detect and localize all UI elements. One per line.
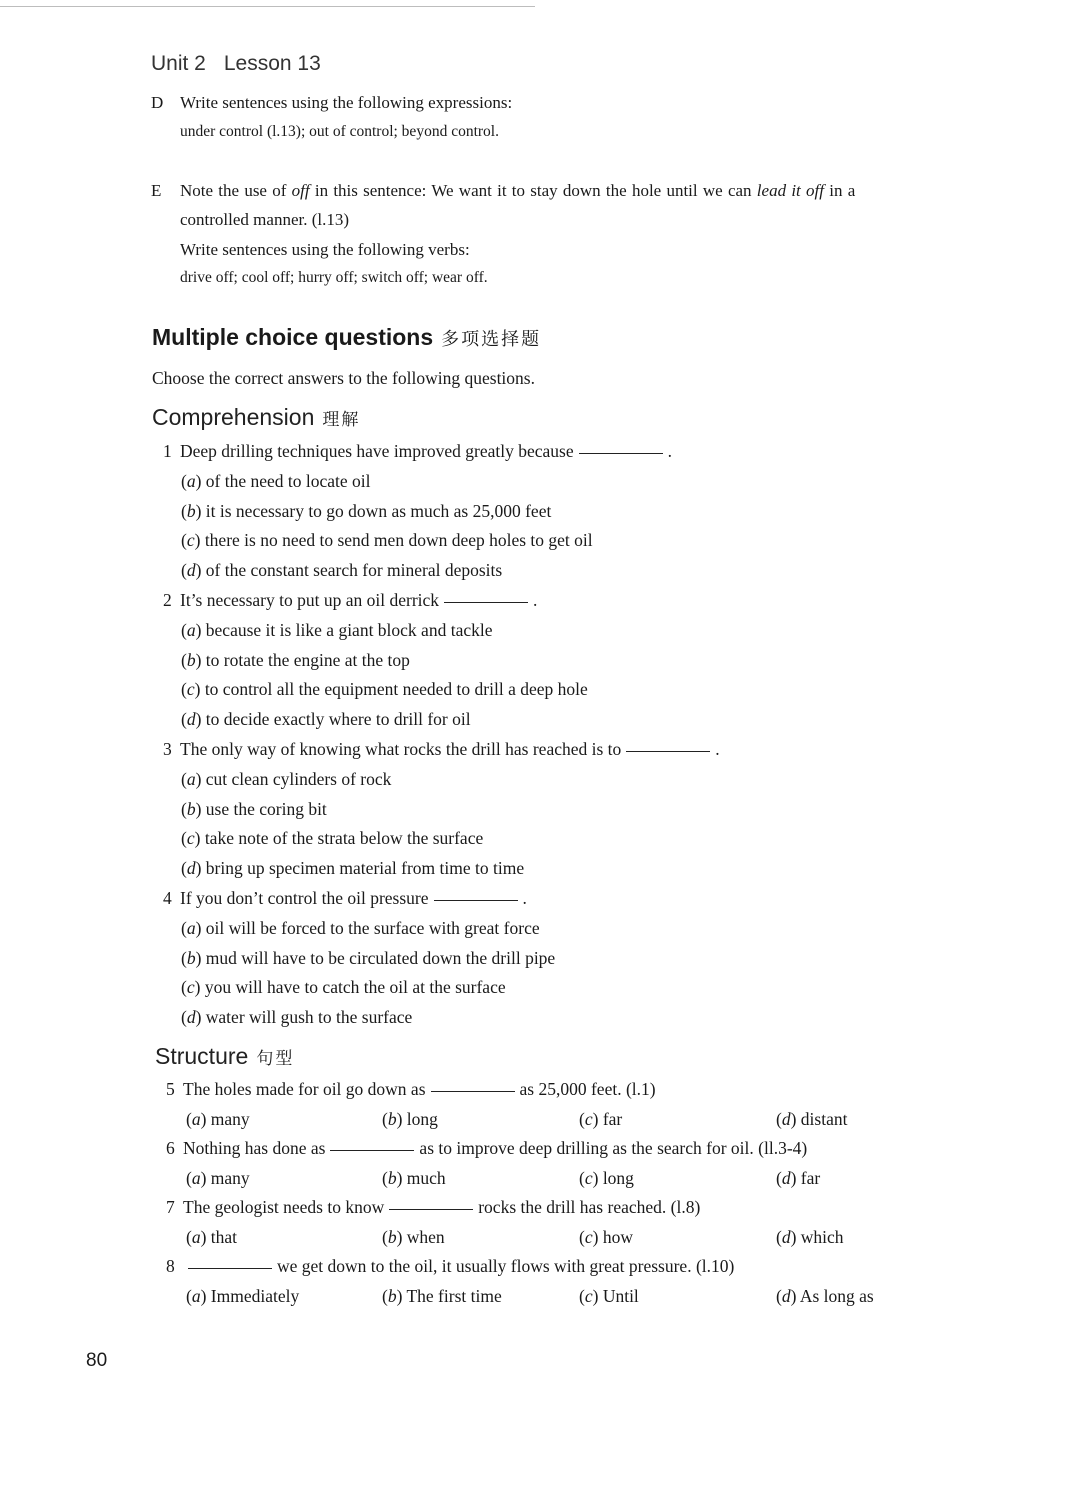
question-number: 7: [166, 1197, 175, 1217]
exercise-e-line3: Write sentences using the following verbs:: [180, 240, 470, 259]
option-letter: c: [186, 828, 195, 849]
option-text: long: [602, 1167, 634, 1188]
option-text: oil will be forced to the surface with great force: [205, 917, 540, 938]
question-3: [163, 739, 720, 760]
answer-blank: [626, 750, 710, 752]
question-number: 8: [166, 1256, 175, 1276]
option-1a: (a) of the need to locate oil: [181, 470, 371, 491]
option-letter: d: [186, 1007, 196, 1028]
exercise-e-text: in this sentence: We want it to stay down the hole until we can: [314, 181, 752, 200]
question-pre: The geologist needs to know: [183, 1197, 385, 1217]
option-text: As long as: [799, 1285, 874, 1306]
question-number: 4: [163, 888, 172, 908]
question-number: 1: [163, 441, 172, 461]
option-text: which: [800, 1226, 844, 1247]
option-3d: (d) bring up specimen material from time to time: [181, 858, 525, 879]
option-text: of the need to locate oil: [205, 470, 371, 491]
option-6b: (b) much: [382, 1167, 446, 1188]
option-text: cut clean cylinders of rock: [205, 768, 392, 789]
option-4d: (d) water will gush to the surface: [181, 1007, 413, 1028]
structure-title-cn: 句型: [256, 1049, 295, 1069]
option-2b: (b) to rotate the engine at the top: [181, 649, 410, 670]
option-letter: d: [186, 709, 196, 730]
option-text: Immediately: [210, 1285, 300, 1306]
option-letter: c: [584, 1285, 593, 1306]
exercise-e-text: in a: [829, 181, 856, 200]
option-letter: a: [191, 1167, 201, 1188]
question-number: 6: [166, 1138, 175, 1158]
option-4c: (c) you will have to catch the oil at the surface: [181, 977, 506, 998]
answer-blank: [188, 1267, 272, 1269]
option-4a: (a) oil will be forced to the surface with great force: [181, 917, 540, 938]
exercise-e-line2: controlled manner. (l.13): [180, 210, 350, 229]
option-letter: c: [186, 679, 195, 700]
option-text: how: [602, 1226, 633, 1247]
lesson-label: Lesson 13: [223, 52, 321, 75]
option-letter: c: [584, 1226, 593, 1247]
page-number: 80: [86, 1350, 108, 1371]
option-2c: (c) to control all the equipment needed to drill a deep hole: [181, 679, 588, 700]
question-5: [166, 1079, 656, 1100]
option-3a: (a) cut clean cylinders of rock: [181, 768, 392, 789]
option-8d: (d) As long as: [776, 1285, 874, 1306]
option-text: mud will have to be circulated down the drill pipe: [205, 947, 556, 968]
option-4b: (b) mud will have to be circulated down the drill pipe: [181, 947, 556, 968]
exercise-e-text: Note the use of: [180, 181, 287, 200]
question-end: .: [522, 888, 527, 908]
question-end: .: [715, 739, 720, 759]
option-letter: a: [186, 619, 196, 640]
option-letter: b: [186, 798, 196, 819]
mcq-title: Multiple choice questions: [152, 324, 434, 350]
unit-label: Unit 2: [151, 52, 206, 75]
question-4: [163, 888, 527, 909]
top-rule: [0, 6, 535, 7]
option-2d: (d) to decide exactly where to drill for oil: [181, 709, 471, 730]
option-text: many: [210, 1167, 250, 1188]
option-letter: c: [584, 1108, 593, 1129]
exercise-e-line1: [180, 181, 855, 201]
option-letter: b: [387, 1108, 397, 1129]
question-7: [166, 1197, 700, 1218]
option-3b: (b) use the coring bit: [181, 798, 327, 819]
option-text: when: [406, 1226, 445, 1247]
option-text: water will gush to the surface: [205, 1007, 413, 1028]
option-text: bring up specimen material from time to time: [205, 858, 525, 879]
option-8c: (c) Until: [579, 1285, 639, 1306]
option-text: The first time: [406, 1285, 502, 1306]
answer-blank: [330, 1149, 414, 1151]
option-7a: (a) that: [186, 1226, 238, 1247]
option-text: there is no need to send men down deep holes to get oil: [204, 530, 593, 551]
option-text: that: [210, 1226, 238, 1247]
option-6d: (d) far: [776, 1167, 821, 1188]
mcq-intro: Choose the correct answers to the following questions.: [152, 368, 535, 388]
option-text: much: [406, 1167, 446, 1188]
option-letter: b: [387, 1226, 397, 1247]
option-letter: d: [186, 858, 196, 879]
option-text: Until: [602, 1285, 639, 1306]
structure-heading: [155, 1043, 294, 1070]
question-pre: The holes made for oil go down as: [183, 1079, 426, 1099]
option-6a: (a) many: [186, 1167, 250, 1188]
question-stem: The only way of knowing what rocks the drill has reached is to: [180, 739, 622, 759]
exercise-e-emphasis-off: off: [291, 181, 310, 200]
option-letter: d: [781, 1108, 791, 1129]
option-7c: (c) how: [579, 1226, 633, 1247]
question-6: [166, 1138, 807, 1159]
mcq-title-cn: 多项选择题: [441, 329, 542, 350]
option-text: far: [800, 1167, 821, 1188]
option-letter: a: [186, 917, 196, 938]
option-5d: (d) distant: [776, 1108, 848, 1129]
question-8: [166, 1256, 734, 1277]
option-5c: (c) far: [579, 1108, 623, 1129]
option-letter: b: [186, 500, 196, 521]
answer-blank: [389, 1208, 473, 1210]
question-post: as 25,000 feet. (l.1): [519, 1079, 656, 1099]
option-letter: b: [387, 1167, 397, 1188]
option-letter: d: [781, 1167, 791, 1188]
structure-title: Structure: [155, 1043, 249, 1069]
option-text: to control all the equipment needed to drill a deep hole: [204, 679, 588, 700]
option-3c: (c) take note of the strata below the surface: [181, 828, 484, 849]
answer-blank: [431, 1090, 515, 1092]
option-letter: a: [191, 1226, 201, 1247]
option-text: to rotate the engine at the top: [205, 649, 410, 670]
option-1c: (c) there is no need to send men down deep holes to get oil: [181, 530, 593, 551]
option-letter: a: [186, 768, 196, 789]
exercise-d-items: under control (l.13); out of control; beyond control.: [180, 123, 499, 140]
question-number: 3: [163, 739, 172, 759]
question-stem: Deep drilling techniques have improved greatly because: [180, 441, 574, 461]
option-1d: (d) of the constant search for mineral deposits: [181, 560, 503, 581]
option-5b: (b) long: [382, 1108, 438, 1129]
comprehension-title: Comprehension: [152, 404, 315, 430]
option-5a: (a) many: [186, 1108, 250, 1129]
option-letter: c: [186, 977, 195, 998]
option-text: many: [210, 1108, 250, 1129]
option-8b: (b) The first time: [382, 1285, 502, 1306]
question-stem: It’s necessary to put up an oil derrick: [180, 590, 440, 610]
option-letter: a: [191, 1108, 201, 1129]
question-post: rocks the drill has reached. (l.8): [478, 1197, 701, 1217]
option-letter: a: [191, 1285, 201, 1306]
answer-blank: [444, 601, 528, 603]
option-text: far: [602, 1108, 623, 1129]
option-text: take note of the strata below the surface: [204, 828, 484, 849]
answer-blank: [579, 452, 663, 454]
mcq-heading: [152, 324, 541, 351]
question-number: 5: [166, 1079, 175, 1099]
option-letter: b: [186, 649, 196, 670]
option-letter: d: [781, 1226, 791, 1247]
option-letter: b: [387, 1285, 397, 1306]
option-text: long: [406, 1108, 438, 1129]
exercise-e-emphasis-lead: lead it off: [756, 181, 824, 200]
exercise-d-instruction: Write sentences using the following expressions:: [180, 93, 513, 112]
option-7d: (d) which: [776, 1226, 844, 1247]
option-letter: c: [584, 1167, 593, 1188]
question-end: .: [533, 590, 538, 610]
question-pre: Nothing has done as: [183, 1138, 326, 1158]
question-1: [163, 441, 672, 462]
option-8a: (a) Immediately: [186, 1285, 300, 1306]
exercise-e-letter: E: [151, 181, 162, 200]
unit-lesson-header: [151, 52, 321, 76]
question-post: as to improve deep drilling as the search for oil. (ll.3-4): [419, 1138, 808, 1158]
option-text: it is necessary to go down as much as 25,000 feet: [205, 500, 552, 521]
option-text: of the constant search for mineral deposits: [205, 560, 503, 581]
option-text: to decide exactly where to drill for oil: [205, 709, 471, 730]
exercise-d-letter: D: [151, 93, 164, 112]
option-text: because it is like a giant block and tackle: [205, 619, 493, 640]
option-6c: (c) long: [579, 1167, 634, 1188]
question-stem: If you don’t control the oil pressure: [180, 888, 429, 908]
comprehension-title-cn: 理解: [322, 410, 361, 430]
question-number: 2: [163, 590, 172, 610]
exercise-e-items: drive off; cool off; hurry off; switch off; wear off.: [180, 269, 488, 286]
question-2: [163, 590, 537, 611]
comprehension-heading: [152, 404, 360, 431]
option-letter: b: [186, 947, 196, 968]
option-letter: a: [186, 470, 196, 491]
option-text: use the coring bit: [205, 798, 327, 819]
option-letter: c: [186, 530, 195, 551]
question-post: we get down to the oil, it usually flows with great pressure. (l.10): [277, 1256, 735, 1276]
question-end: .: [667, 441, 672, 461]
option-1b: (b) it is necessary to go down as much as 25,000 feet: [181, 500, 552, 521]
option-text: distant: [800, 1108, 848, 1129]
option-letter: d: [186, 560, 196, 581]
option-7b: (b) when: [382, 1226, 445, 1247]
answer-blank: [434, 899, 518, 901]
option-letter: d: [781, 1285, 791, 1306]
option-2a: (a) because it is like a giant block and tackle: [181, 619, 493, 640]
option-text: you will have to catch the oil at the surface: [204, 977, 506, 998]
